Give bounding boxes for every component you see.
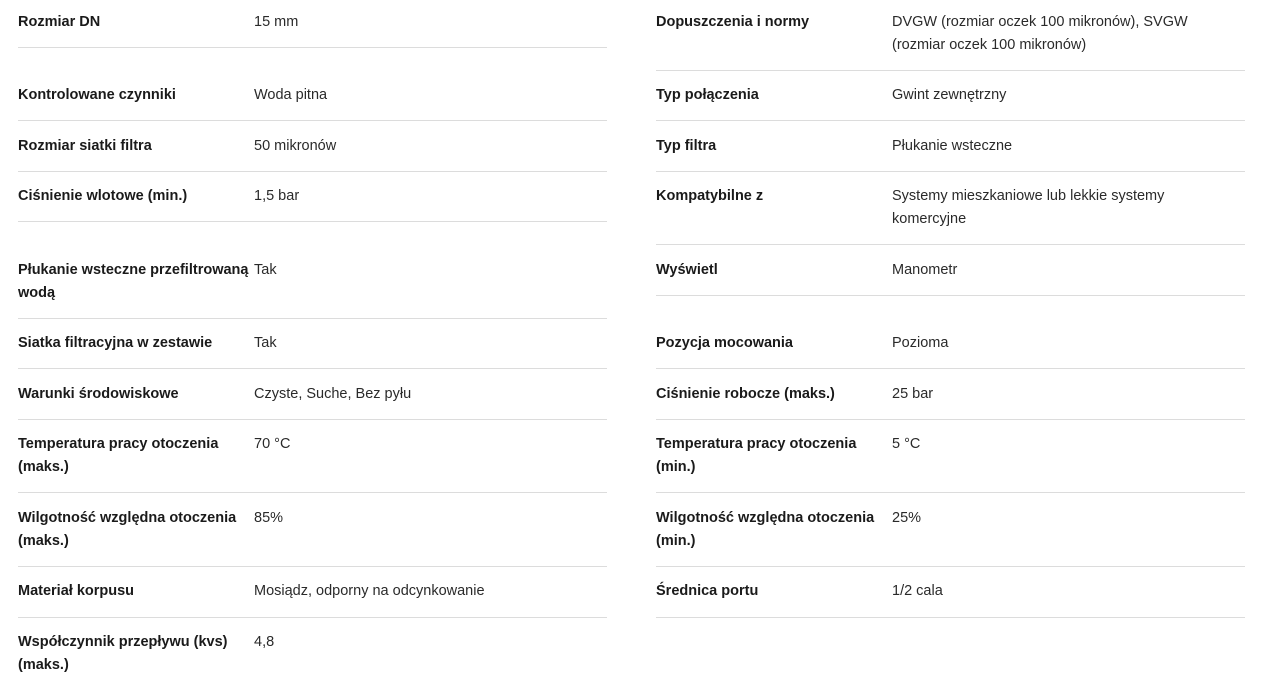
spec-label: Wilgotność względna otoczenia (min.)	[656, 510, 875, 549]
spec-label: Współczynnik przepływu (kvs) (maks.)	[18, 634, 228, 673]
spec-label: Płukanie wsteczne przefiltrowaną wodą	[18, 262, 249, 301]
row-divider	[656, 244, 1245, 245]
spec-value: DVGW (rozmiar oczek 100 mikronów), SVGW (rozmiar oczek 100 mikronów)	[892, 14, 1188, 53]
row-divider	[18, 171, 607, 172]
spec-value: 70 °C	[254, 436, 291, 452]
spec-label: Warunki środowiskowe	[18, 386, 179, 402]
row-divider	[656, 419, 1245, 420]
spec-value: 50 mikronów	[254, 138, 337, 154]
spec-label: Wyświetl	[656, 262, 718, 278]
spec-label: Ciśnienie wlotowe (min.)	[18, 188, 188, 204]
spec-value: Gwint zewnętrzny	[892, 87, 1007, 103]
spec-value: 1,5 bar	[254, 188, 300, 204]
spec-label: Siatka filtracyjna w zestawie	[18, 335, 213, 351]
row-divider	[18, 566, 607, 567]
spec-value: 15 mm	[254, 14, 299, 30]
spec-label: Typ filtra	[656, 138, 717, 154]
row-divider	[18, 492, 607, 493]
row-divider	[656, 617, 1245, 618]
spec-value: 25 bar	[892, 386, 934, 402]
row-divider	[18, 617, 607, 618]
spec-label: Kompatybilne z	[656, 188, 764, 204]
spec-label: Temperatura pracy otoczenia (maks.)	[18, 436, 219, 475]
row-divider	[18, 221, 607, 222]
row-divider	[656, 492, 1245, 493]
spec-value: Tak	[254, 262, 277, 278]
spec-label: Dopuszczenia i normy	[656, 14, 810, 30]
spec-label: Rozmiar DN	[18, 14, 101, 30]
spec-label: Rozmiar siatki filtra	[18, 138, 152, 154]
row-divider	[18, 47, 607, 48]
spec-label: Typ połączenia	[656, 87, 759, 103]
row-divider	[656, 120, 1245, 121]
spec-value: 85%	[254, 510, 284, 526]
spec-label: Ciśnienie robocze (maks.)	[656, 386, 835, 402]
spec-value: 4,8	[254, 634, 275, 650]
row-divider	[656, 295, 1245, 296]
row-divider	[656, 566, 1245, 567]
spec-value: Woda pitna	[254, 87, 328, 103]
row-divider	[18, 318, 607, 319]
spec-value: Czyste, Suche, Bez pyłu	[254, 386, 412, 402]
spec-label: Kontrolowane czynniki	[18, 87, 176, 103]
row-divider	[656, 70, 1245, 71]
spec-label: Temperatura pracy otoczenia (min.)	[656, 436, 857, 475]
row-divider	[656, 368, 1245, 369]
row-divider	[18, 419, 607, 420]
spec-label: Średnica portu	[656, 583, 759, 599]
spec-value: Systemy mieszkaniowe lub lekkie systemy komercyjne	[892, 188, 1165, 227]
spec-value: Tak	[254, 335, 277, 351]
spec-value: Pozioma	[892, 335, 949, 351]
spec-value: Manometr	[892, 262, 958, 278]
row-divider	[18, 120, 607, 121]
spec-label: Materiał korpusu	[18, 583, 135, 599]
spec-value: 5 °C	[892, 436, 921, 452]
spec-value: 1/2 cala	[892, 583, 943, 599]
row-divider	[656, 171, 1245, 172]
spec-label: Pozycja mocowania	[656, 335, 793, 351]
spec-value: Płukanie wsteczne	[892, 138, 1013, 154]
spec-value: Mosiądz, odporny na odcynkowanie	[254, 583, 485, 599]
spec-value: 25%	[892, 510, 922, 526]
spec-label: Wilgotność względna otoczenia (maks.)	[18, 510, 237, 549]
row-divider	[18, 368, 607, 369]
